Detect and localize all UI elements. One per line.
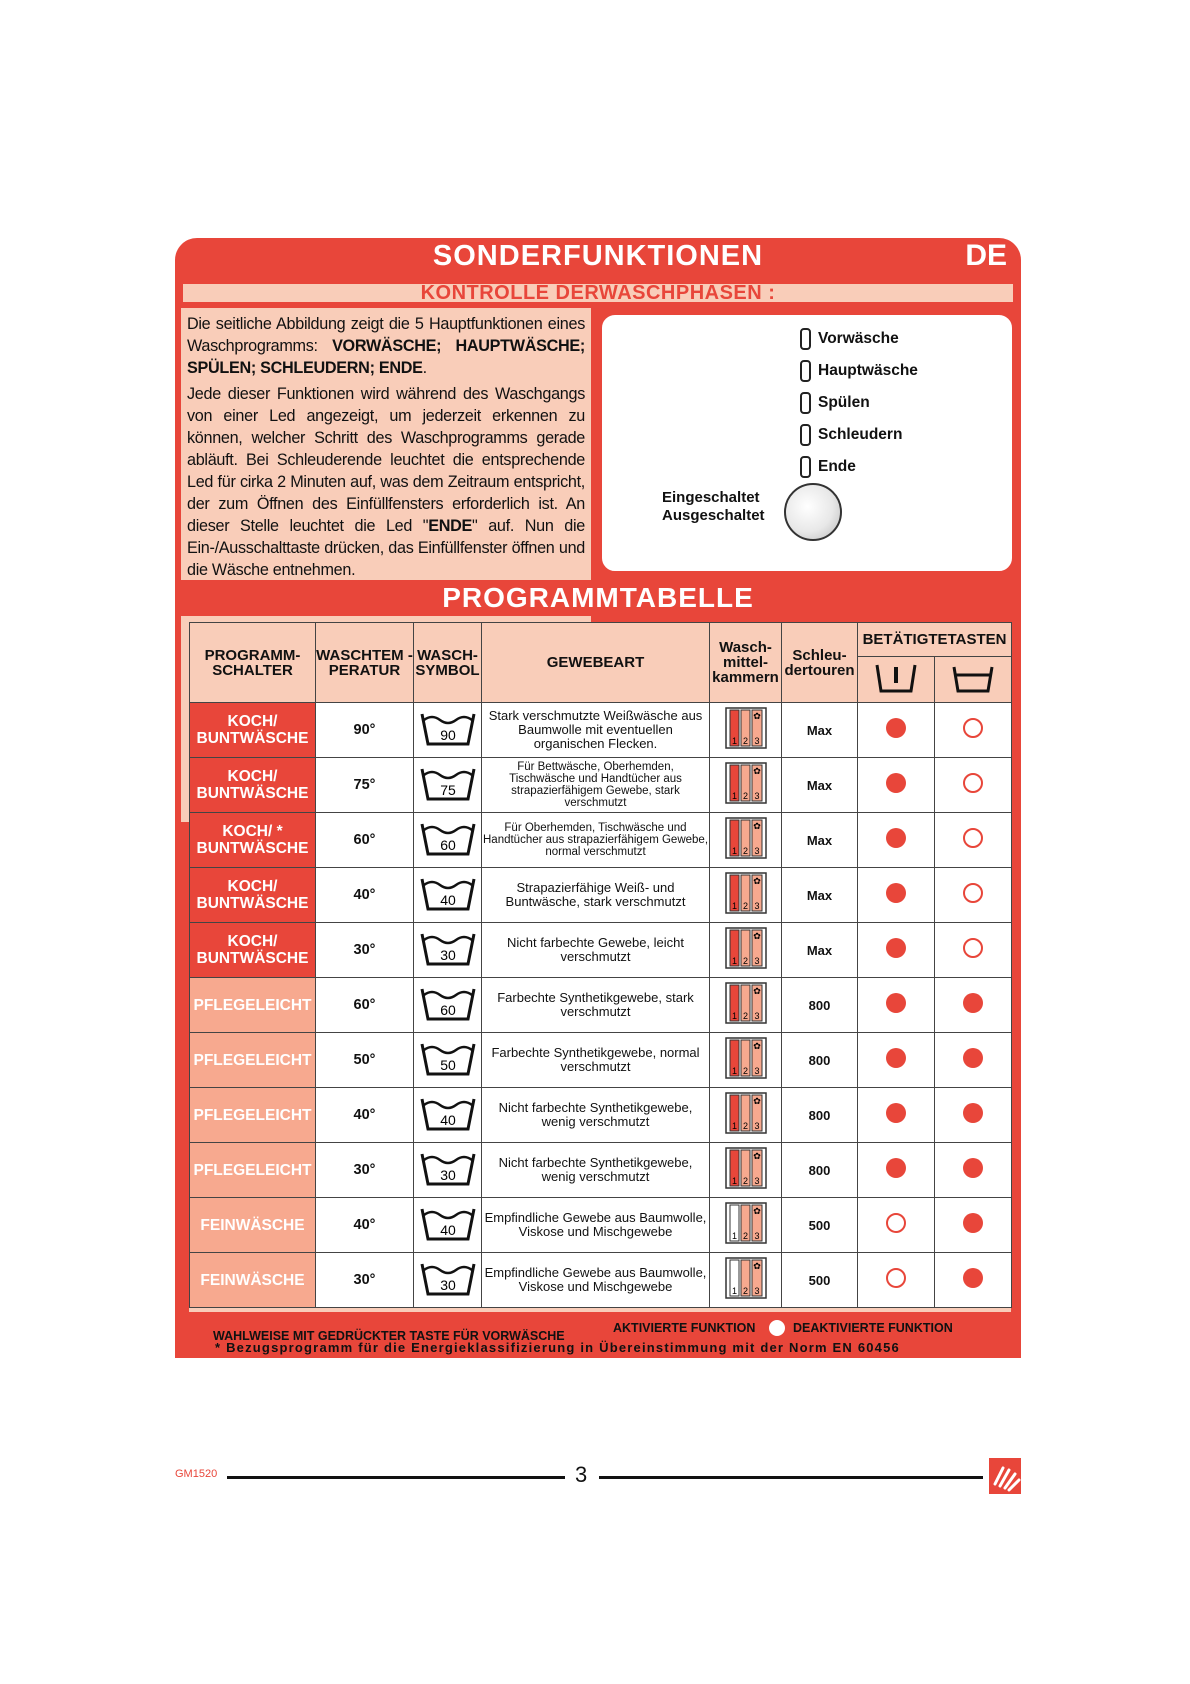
wash-symbol-icon	[414, 1198, 482, 1253]
program-cell: PFLEGELEICHT	[190, 1088, 316, 1143]
active-dot-icon	[963, 1268, 983, 1288]
led-icon	[800, 392, 811, 414]
key2-cell	[935, 758, 1012, 813]
fabric-cell: Nicht farbechte Synthetikgewebe, wenig verschmutzt	[482, 1143, 710, 1198]
svg-text:1: 1	[731, 1010, 737, 1021]
svg-text:3: 3	[753, 1230, 760, 1241]
fabric-cell: Für Oberhemden, Tischwäsche und Handtücher aus strapazierfähigem Gewebe, normal verschmutzt	[482, 813, 710, 868]
detergent-drawer-icon	[710, 703, 782, 758]
active-dot-icon	[886, 1048, 906, 1068]
program-cell: PFLEGELEICHT	[190, 1143, 316, 1198]
detergent-drawer-icon	[710, 923, 782, 978]
wash-symbol-temp: 40	[439, 891, 456, 908]
svg-text:3: 3	[753, 1120, 760, 1131]
wash-symbol-temp: 90	[439, 726, 456, 743]
spin-cell: 800	[782, 1143, 858, 1198]
svg-text:3: 3	[753, 1285, 760, 1296]
inactive-dot-icon	[886, 1268, 906, 1288]
program-cell: PFLEGELEICHT	[190, 1033, 316, 1088]
fabric-cell: Nicht farbechte Synthetikgewebe, wenig verschmutzt	[482, 1088, 710, 1143]
wash-symbol-icon	[414, 1253, 482, 1308]
svg-text:✿: ✿	[752, 985, 761, 996]
detergent-drawer-icon	[710, 1143, 782, 1198]
prewash-marker-icon	[189, 1318, 203, 1354]
table-row	[190, 1198, 1012, 1253]
active-dot-icon	[963, 1158, 983, 1178]
svg-text:✿: ✿	[752, 710, 761, 721]
table-row	[190, 1088, 1012, 1143]
col-program: PROGRAMM-SCHALTER	[190, 623, 316, 703]
key1-cell	[858, 978, 935, 1033]
content-frame	[175, 238, 1021, 1358]
document-code: GM1520	[175, 1468, 218, 1480]
led-icon	[800, 456, 811, 478]
wash-symbol-temp: 30	[439, 946, 456, 963]
intro-p2-text: Jede dieser Funktionen wird während des Waschgangs von einer Led angezeigt, um jederzeit erkennen zu können, welcher Schritt des Waschprogramms gerade abläuft. Bei Schleuderende leuchtet die entsprechende Led für cirka 2 Minuten auf, was dem Zeitraum entspricht, der zum Öffnen des Einfüllfensters erforderlich ist. An dieser Stelle leuchtet die Led "	[187, 385, 585, 535]
detergent-drawer-icon	[710, 978, 782, 1033]
fabric-cell: Stark verschmutzte Weißwäsche aus Baumwolle mit eventuellen organischen Flecken.	[482, 703, 710, 758]
svg-text:✿: ✿	[752, 1260, 761, 1271]
svg-text:2: 2	[742, 1175, 748, 1186]
svg-text:1: 1	[731, 955, 737, 966]
svg-text:2: 2	[742, 735, 748, 746]
program-cell: FEINWÄSCHE	[190, 1253, 316, 1308]
spin-cell: Max	[782, 703, 858, 758]
intro-p1-end: .	[422, 359, 427, 377]
table-row	[190, 1033, 1012, 1088]
led-row	[800, 419, 918, 451]
temperature-cell: 40°	[316, 1198, 414, 1253]
svg-text:3: 3	[753, 790, 760, 801]
legend-active	[587, 1318, 755, 1338]
program-cell: KOCH/ BUNTWÄSCHE	[190, 703, 316, 758]
program-table	[189, 622, 1012, 1308]
temperature-cell: 30°	[316, 1143, 414, 1198]
col-detergent: Wasch-mittel-kammern	[710, 623, 782, 703]
key1-cell	[858, 703, 935, 758]
key2-cell	[935, 1198, 1012, 1253]
wash-symbol-icon	[414, 813, 482, 868]
col-keys: BETÄTIGTETASTEN	[858, 623, 1012, 657]
fabric-cell: Empfindliche Gewebe aus Baumwolle, Viskose und Mischgewebe	[482, 1253, 710, 1308]
table-row	[190, 1143, 1012, 1198]
fabric-cell: Für Bettwäsche, Oberhemden, Tischwäsche und Handtücher aus strapazierfähigem Gewebe, stark verschmutzt	[482, 758, 710, 813]
sub-header-text: KONTROLLE DERWASCHPHASEN :	[420, 282, 776, 304]
table-title: PROGRAMMTABELLE	[442, 582, 754, 613]
switch-off-label: Ausgeschaltet	[662, 507, 765, 524]
legend-inactive-text: DEAKTIVIERTE FUNKTION	[793, 1321, 953, 1335]
svg-text:2: 2	[742, 900, 748, 911]
fabric-cell: Empfindliche Gewebe aus Baumwolle, Viskose und Mischgewebe	[482, 1198, 710, 1253]
key1-cell	[858, 813, 935, 868]
key2-cell	[935, 923, 1012, 978]
table-row	[190, 978, 1012, 1033]
program-table-wrap	[189, 622, 1011, 1312]
col-spin: Schleu-dertouren	[782, 623, 858, 703]
svg-text:1: 1	[731, 1230, 737, 1241]
active-dot-icon	[963, 1048, 983, 1068]
wash-symbol-temp: 30	[439, 1276, 456, 1293]
key1-cell	[858, 1088, 935, 1143]
detergent-drawer-icon	[710, 1198, 782, 1253]
wash-symbol-temp: 75	[439, 781, 456, 798]
inactive-dot-icon	[963, 938, 983, 958]
active-dot-icon	[587, 1318, 607, 1338]
intro-p1-text: Die seitliche Abbildung zeigt die 5 Hauptfunktionen eines Waschprogramms:	[187, 315, 585, 355]
temperature-cell: 40°	[316, 1088, 414, 1143]
active-dot-icon	[963, 1213, 983, 1233]
wash-symbol-icon	[414, 758, 482, 813]
sub-header	[181, 282, 1015, 304]
active-dot-icon	[886, 993, 906, 1013]
key1-cell	[858, 868, 935, 923]
footer-rule	[227, 1476, 565, 1479]
table-title-bar	[181, 580, 1015, 616]
power-button-icon	[784, 483, 842, 541]
key2-cell	[935, 978, 1012, 1033]
fabric-cell: Farbechte Synthetikgewebe, normal verschmutzt	[482, 1033, 710, 1088]
temperature-cell: 60°	[316, 813, 414, 868]
key2-cell	[935, 813, 1012, 868]
inactive-dot-icon	[767, 1318, 787, 1338]
legend-inactive	[767, 1318, 953, 1338]
led-row	[800, 323, 918, 355]
wash-symbol-temp: 60	[439, 836, 456, 853]
svg-text:✿: ✿	[752, 765, 761, 776]
svg-text:1: 1	[731, 1120, 737, 1131]
svg-text:1: 1	[731, 1065, 737, 1076]
inactive-dot-icon	[963, 718, 983, 738]
wash-symbol-icon	[414, 1033, 482, 1088]
active-dot-icon	[886, 938, 906, 958]
svg-text:✿: ✿	[752, 930, 761, 941]
svg-text:1: 1	[731, 735, 737, 746]
col-fabric: GEWEBEART	[482, 623, 710, 703]
legend	[189, 1316, 1011, 1356]
key1-cell	[858, 1253, 935, 1308]
active-dot-icon	[886, 773, 906, 793]
svg-text:3: 3	[753, 735, 760, 746]
led-label: Vorwäsche	[818, 330, 899, 347]
led-label: Spülen	[818, 394, 870, 411]
svg-text:1: 1	[731, 1285, 737, 1296]
active-dot-icon	[963, 993, 983, 1013]
svg-text:3: 3	[753, 1010, 760, 1021]
fast-wash-key-icon	[935, 656, 1012, 702]
led-row	[800, 387, 918, 419]
col-temperature: WASCHTEM -PERATUR	[316, 623, 414, 703]
active-dot-icon	[886, 883, 906, 903]
detergent-drawer-icon	[710, 1253, 782, 1308]
svg-text:3: 3	[753, 1065, 760, 1076]
fabric-cell: Farbechte Synthetikgewebe, stark verschmutzt	[482, 978, 710, 1033]
spin-cell: Max	[782, 758, 858, 813]
hand-care-icon	[989, 1458, 1021, 1494]
inactive-dot-icon	[963, 883, 983, 903]
intro-p2-end: " auf. Nun die Ein-/Ausschalttaste drücken, das Einfüllfenster öffnen und die Wäsche entnehmen.	[187, 517, 585, 579]
svg-text:2: 2	[742, 1010, 748, 1021]
program-cell: PFLEGELEICHT	[190, 978, 316, 1033]
inactive-dot-icon	[886, 1213, 906, 1233]
svg-text:2: 2	[742, 955, 748, 966]
spin-cell: 800	[782, 1033, 858, 1088]
switch-on-label: Eingeschaltet	[662, 489, 760, 506]
temperature-cell: 30°	[316, 923, 414, 978]
spin-cell: 800	[782, 978, 858, 1033]
led-row	[800, 451, 918, 483]
svg-text:2: 2	[742, 1230, 748, 1241]
wash-symbol-icon	[414, 868, 482, 923]
key2-cell	[935, 1253, 1012, 1308]
program-cell: KOCH/ BUNTWÄSCHE	[190, 923, 316, 978]
key2-cell	[935, 1033, 1012, 1088]
table-row	[190, 868, 1012, 923]
wash-symbol-icon	[414, 1143, 482, 1198]
program-cell: KOCH/ BUNTWÄSCHE	[190, 868, 316, 923]
svg-text:✿: ✿	[752, 1150, 761, 1161]
svg-text:2: 2	[742, 845, 748, 856]
svg-text:✿: ✿	[752, 1095, 761, 1106]
svg-text:2: 2	[742, 1065, 748, 1076]
wash-symbol-temp: 60	[439, 1001, 456, 1018]
led-icon	[800, 328, 811, 350]
svg-text:1: 1	[731, 845, 737, 856]
svg-text:1: 1	[731, 900, 737, 911]
detergent-drawer-icon	[710, 1088, 782, 1143]
temperature-cell: 60°	[316, 978, 414, 1033]
active-dot-icon	[886, 1158, 906, 1178]
page-number: 3	[575, 1462, 588, 1487]
temperature-cell: 75°	[316, 758, 414, 813]
svg-text:3: 3	[753, 1175, 760, 1186]
svg-text:3: 3	[753, 955, 760, 966]
spin-cell: Max	[782, 868, 858, 923]
key1-cell	[858, 1198, 935, 1253]
wash-symbol-temp: 30	[439, 1166, 456, 1183]
svg-text:✿: ✿	[752, 1205, 761, 1216]
spin-cell: Max	[782, 923, 858, 978]
program-cell: FEINWÄSCHE	[190, 1198, 316, 1253]
key1-cell	[858, 1143, 935, 1198]
spin-cell: 500	[782, 1253, 858, 1308]
page-footer	[175, 1462, 1021, 1502]
led-icon	[800, 424, 811, 446]
control-panel-illustration	[599, 312, 1015, 574]
legend-prewash-text: WAHLWEISE MIT GEDRÜCKTER TASTE FÜR VORWÄSCHE	[213, 1329, 565, 1343]
intro-p1-bold: VORWÄSCHE; HAUPTWÄSCHE; SPÜLEN; SCHLEUDERN; ENDE	[187, 337, 586, 377]
table-row	[190, 923, 1012, 978]
svg-text:3: 3	[753, 845, 760, 856]
svg-text:1: 1	[731, 790, 737, 801]
svg-text:3: 3	[753, 900, 760, 911]
key1-cell	[858, 758, 935, 813]
legend-active-text: AKTIVIERTE FUNKTION	[613, 1321, 756, 1335]
svg-text:2: 2	[742, 1285, 748, 1296]
language-code: DE	[965, 239, 1007, 272]
intro-paragraph-1	[187, 313, 585, 379]
wash-symbol-temp: 40	[439, 1221, 456, 1238]
footer-rule	[599, 1476, 983, 1479]
key2-cell	[935, 868, 1012, 923]
temperature-cell: 30°	[316, 1253, 414, 1308]
table-row	[190, 1253, 1012, 1308]
wash-symbol-icon	[414, 978, 482, 1033]
key2-cell	[935, 703, 1012, 758]
led-icon	[800, 360, 811, 382]
inactive-dot-icon	[963, 773, 983, 793]
detergent-drawer-icon	[710, 1033, 782, 1088]
svg-text:✿: ✿	[752, 1040, 761, 1051]
spin-cell: Max	[782, 813, 858, 868]
table-row	[190, 758, 1012, 813]
wash-symbol-temp: 50	[439, 1056, 456, 1073]
power-switch-label	[662, 489, 765, 525]
prewash-key-icon	[858, 656, 935, 702]
svg-text:2: 2	[742, 1120, 748, 1131]
intro-paragraph-2	[187, 383, 585, 581]
section-header	[175, 238, 1021, 278]
led-label: Schleudern	[818, 426, 903, 443]
section-title: SONDERFUNKTIONEN	[432, 240, 764, 272]
phase-led-list	[800, 323, 918, 483]
fabric-cell: Nicht farbechte Gewebe, leicht verschmutzt	[482, 923, 710, 978]
temperature-cell: 50°	[316, 1033, 414, 1088]
temperature-cell: 90°	[316, 703, 414, 758]
detergent-drawer-icon	[710, 758, 782, 813]
active-dot-icon	[886, 1103, 906, 1123]
fabric-cell: Strapazierfähige Weiß- und Buntwäsche, stark verschmutzt	[482, 868, 710, 923]
temperature-cell: 40°	[316, 868, 414, 923]
inactive-dot-icon	[963, 828, 983, 848]
led-row	[800, 355, 918, 387]
led-label: Ende	[818, 458, 856, 475]
wash-symbol-icon	[414, 1088, 482, 1143]
detergent-drawer-icon	[710, 813, 782, 868]
svg-text:2: 2	[742, 790, 748, 801]
col-symbol: WASCH-SYMBOL	[414, 623, 482, 703]
table-row	[190, 813, 1012, 868]
led-label: Hauptwäsche	[818, 362, 918, 379]
spin-cell: 800	[782, 1088, 858, 1143]
program-cell: KOCH/ * BUNTWÄSCHE	[190, 813, 316, 868]
active-dot-icon	[963, 1103, 983, 1123]
program-cell: KOCH/ BUNTWÄSCHE	[190, 758, 316, 813]
wash-symbol-icon	[414, 703, 482, 758]
active-dot-icon	[886, 718, 906, 738]
key2-cell	[935, 1088, 1012, 1143]
active-dot-icon	[886, 828, 906, 848]
svg-text:✿: ✿	[752, 820, 761, 831]
svg-text:1: 1	[731, 1175, 737, 1186]
legend-row	[189, 1318, 1011, 1343]
svg-text:✿: ✿	[752, 875, 761, 886]
wash-symbol-temp: 40	[439, 1111, 456, 1128]
table-row	[190, 703, 1012, 758]
legend-note: * Bezugsprogramm für die Energieklassifizierung in Übereinstimmung mit der Norm EN 60456	[215, 1340, 900, 1355]
key1-cell	[858, 923, 935, 978]
intro-p2-bold: ENDE	[428, 517, 473, 535]
wash-symbol-icon	[414, 923, 482, 978]
key1-cell	[858, 1033, 935, 1088]
key2-cell	[935, 1143, 1012, 1198]
spin-cell: 500	[782, 1198, 858, 1253]
detergent-drawer-icon	[710, 868, 782, 923]
